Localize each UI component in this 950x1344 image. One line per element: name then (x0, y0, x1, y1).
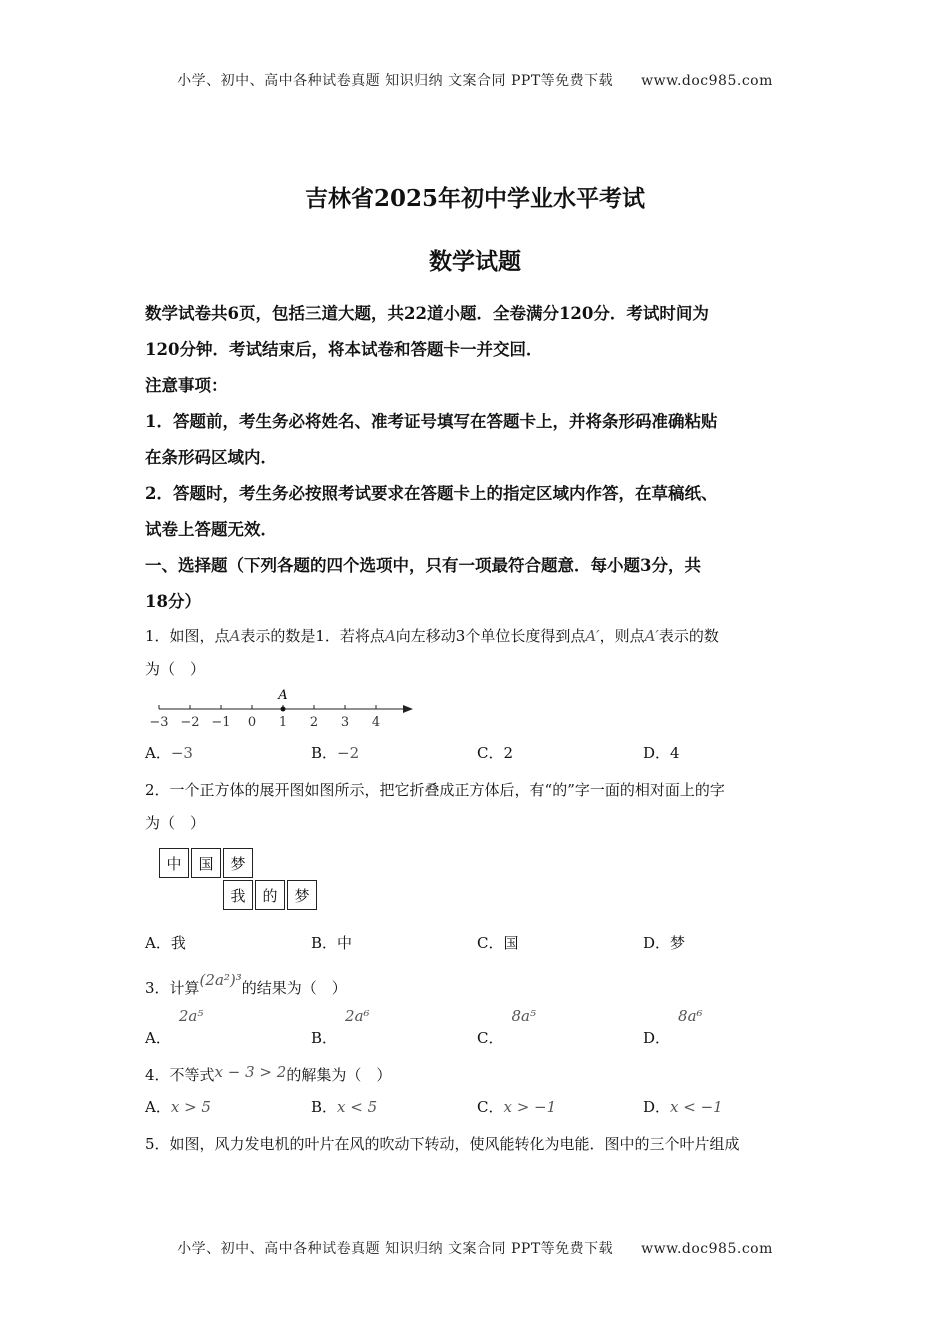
number-line-tick-label: −2 (180, 715, 200, 730)
number-line-tick-label: 0 (247, 715, 257, 730)
q2-option-a[interactable]: A．我 (145, 934, 186, 952)
section-1b: 18分） (145, 592, 201, 611)
net-cell: 梦 (223, 848, 253, 878)
q1-options (145, 738, 810, 768)
section-1a: 一、选择题（下列各题的四个选项中，只有一项最符合题意．每小题3分，共 (145, 556, 701, 575)
notice-1b: 在条形码区域内． (145, 448, 277, 467)
net-cell: 中 (159, 848, 189, 878)
header-text: 小学、初中、高中各种试卷真题 知识归纳 文案合同 PPT等免费下载 (177, 73, 614, 89)
q2-stem: 2．一个正方体的展开图如图所示，把它折叠成正方体后，有“的”字一面的相对面上的字 (145, 781, 725, 799)
net-cell: 梦 (287, 880, 317, 910)
q3-option-a[interactable]: A．2a⁵ (145, 1007, 204, 1047)
q2-stem-2: 为（ ） (145, 814, 206, 832)
intro-line-2: 120分钟．考试结束后，将本试卷和答题卡一并交回． (145, 340, 543, 359)
q2-option-c[interactable]: C．国 (477, 934, 519, 952)
point-a-label: A (278, 688, 288, 703)
number-line-figure (145, 688, 415, 734)
q3-option-b[interactable]: B．2a⁶ (311, 1007, 370, 1047)
q4-option-c[interactable]: C．x > −1 (477, 1098, 557, 1116)
exam-title: 吉林省2025年初中学业水平考试 (304, 185, 645, 212)
cube-net-figure (159, 848, 329, 918)
q2-option-b[interactable]: B．中 (311, 934, 353, 952)
footer-site: www.doc985.com (641, 1241, 773, 1257)
net-cell: 国 (191, 848, 221, 878)
exam-content (145, 296, 810, 1161)
q3-option-c[interactable]: C．8a⁵ (477, 1007, 536, 1047)
net-cell: 我 (223, 880, 253, 910)
q4-option-a[interactable]: A．x > 5 (145, 1098, 211, 1116)
number-line-tick-label: −1 (211, 715, 231, 730)
page-footer (0, 1238, 950, 1258)
q1-option-c[interactable]: C．2 (477, 744, 514, 762)
number-line-tick-label: 4 (371, 715, 381, 730)
q5-stem: 5．如图，风力发电机的叶片在风的吹动下转动，使风能转化为电能．图中的三个叶片组成 (145, 1135, 740, 1153)
q3-option-d[interactable]: D．8a⁶ (643, 1007, 703, 1047)
notice-heading: 注意事项： (145, 376, 228, 395)
net-cell: 的 (255, 880, 285, 910)
number-line-tick-label: −3 (149, 715, 169, 730)
q4-option-d[interactable]: D．x < −1 (643, 1098, 723, 1116)
notice-1a: 1．答题前，考生务必将姓名、准考证号填写在答题卡上，并将条形码准确粘贴 (145, 412, 718, 431)
header-site: www.doc985.com (641, 73, 773, 89)
footer-text: 小学、初中、高中各种试卷真题 知识归纳 文案合同 PPT等免费下载 (177, 1241, 614, 1257)
q3-options (145, 1007, 810, 1053)
number-line-arrow (403, 705, 413, 713)
q1-stem: 1．如图，点A表示的数是1．若将点A向左移动3个单位长度得到点A′，则点A′表示的数 (145, 627, 719, 645)
q4-option-b[interactable]: B．x < 5 (311, 1098, 378, 1116)
q4-stem: 4．不等式x − 3 > 2的解集为（ ） (145, 1063, 392, 1084)
intro-line-1: 数学试卷共6页，包括三道大题，共22道小题．全卷满分120分．考试时间为 (145, 304, 709, 323)
q1-stem-2: 为（ ） (145, 660, 206, 678)
q1-option-d[interactable]: D．4 (643, 744, 680, 762)
q2-options (145, 928, 810, 958)
notice-2b: 试卷上答题无效． (145, 520, 277, 539)
exam-subtitle: 数学试题 (429, 248, 521, 275)
q1-option-b[interactable]: B．−2 (311, 744, 360, 762)
q4-options (145, 1092, 810, 1122)
q1-option-a[interactable]: A．−3 (145, 744, 193, 762)
page-header (0, 70, 950, 90)
number-line-tick-label: 3 (340, 715, 350, 730)
q2-option-d[interactable]: D．梦 (643, 934, 686, 952)
point-a-marker (281, 707, 286, 712)
number-line-tick-label: 1 (278, 715, 288, 730)
number-line-tick-label: 2 (309, 715, 319, 730)
notice-2a: 2．答题时，考生务必按照考试要求在答题卡上的指定区域内作答，在草稿纸、 (145, 484, 718, 503)
q3-stem: 3．计算(2a²)³的结果为（ ） (145, 971, 347, 997)
